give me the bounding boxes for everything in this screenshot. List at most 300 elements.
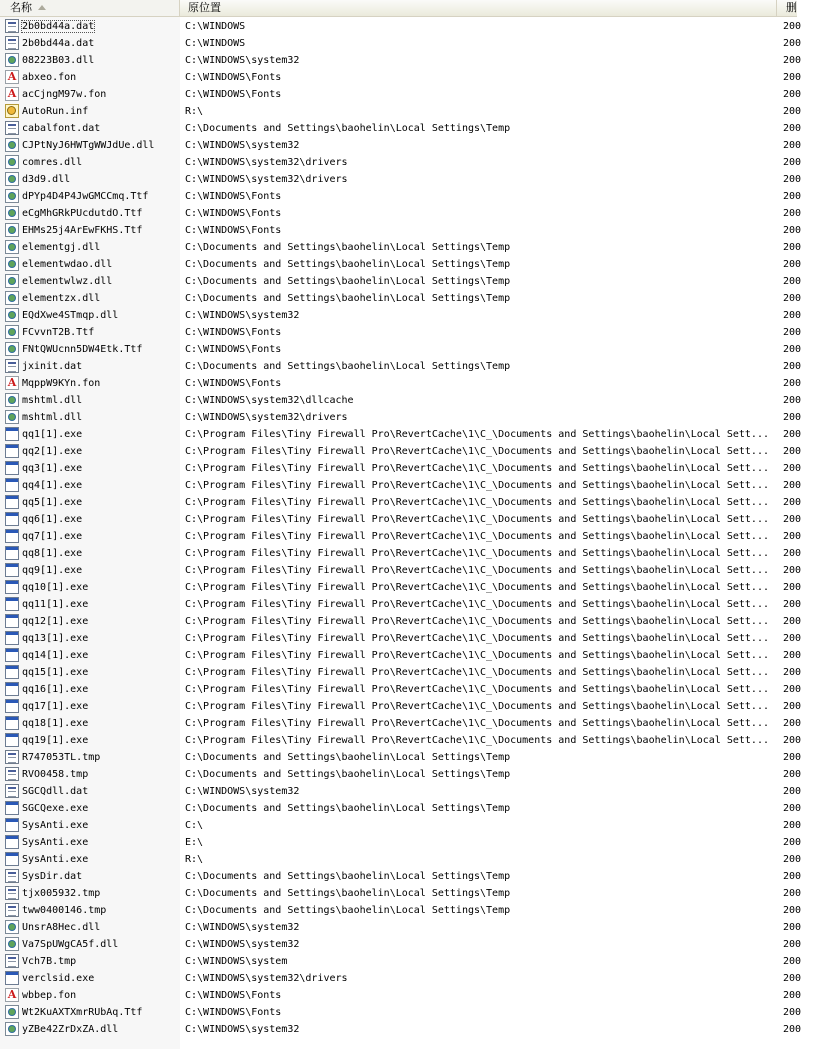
dll-file-icon	[5, 1005, 19, 1019]
original-location: C:\WINDOWS\Fonts	[185, 378, 282, 389]
original-location: C:\WINDOWS\system32	[185, 140, 300, 151]
file-name	[22, 511, 178, 528]
application-window-icon	[5, 597, 19, 611]
file-name	[22, 256, 178, 273]
original-location: C:\Documents and Settings\baohelin\Local Settings\Temp	[185, 276, 511, 287]
original-location: C:\Documents and Settings\baohelin\Local Settings\Temp	[185, 361, 511, 372]
table-row[interactable]	[0, 103, 802, 120]
file-name-text: qq9[1].exe	[22, 565, 83, 576]
date-deleted: 200	[783, 1024, 802, 1035]
original-location: C:\Documents and Settings\baohelin\Local Settings\Temp	[185, 871, 511, 882]
table-row[interactable]	[0, 86, 802, 103]
table-row[interactable]	[0, 222, 802, 239]
file-name-text: SysAnti.exe	[22, 820, 89, 831]
table-row[interactable]	[0, 443, 802, 460]
file-name-text: jxinit.dat	[22, 361, 83, 372]
original-location: C:\Documents and Settings\baohelin\Local Settings\Temp	[185, 293, 511, 304]
file-name	[22, 154, 178, 171]
table-row[interactable]	[0, 902, 802, 919]
original-location: C:\WINDOWS	[185, 21, 246, 32]
table-row[interactable]	[0, 35, 802, 52]
file-name-text: qq3[1].exe	[22, 463, 83, 474]
file-name-text: 2b0bd44a.dat	[22, 38, 95, 49]
file-name	[22, 494, 178, 511]
date-deleted: 200	[783, 310, 802, 321]
file-name	[22, 239, 178, 256]
original-location: C:\Program Files\Tiny Firewall Pro\RevertCache\1\C_\Documents and Settings\baohelin\Local Sett...	[185, 701, 769, 712]
font-file-icon	[5, 988, 19, 1002]
table-row[interactable]	[0, 987, 802, 1004]
data-file-icon	[5, 886, 19, 900]
file-name-text: tww0400146.tmp	[22, 905, 107, 916]
table-row[interactable]	[0, 477, 802, 494]
file-list	[0, 18, 802, 1038]
original-location: C:\Program Files\Tiny Firewall Pro\RevertCache\1\C_\Documents and Settings\baohelin\Local Sett...	[185, 633, 769, 644]
date-deleted: 200	[783, 956, 802, 967]
table-row[interactable]	[0, 868, 802, 885]
file-name	[22, 732, 178, 749]
original-location: C:\Program Files\Tiny Firewall Pro\RevertCache\1\C_\Documents and Settings\baohelin\Local Sett...	[185, 429, 769, 440]
file-name	[22, 341, 178, 358]
table-row[interactable]	[0, 273, 802, 290]
original-location: C:\Program Files\Tiny Firewall Pro\RevertCache\1\C_\Documents and Settings\baohelin\Local Sett...	[185, 684, 769, 695]
date-deleted: 200	[783, 973, 802, 984]
original-location: C:\WINDOWS\Fonts	[185, 990, 282, 1001]
date-deleted: 200	[783, 446, 802, 457]
original-location: C:\Program Files\Tiny Firewall Pro\RevertCache\1\C_\Documents and Settings\baohelin\Local Sett...	[185, 531, 769, 542]
original-location: C:\Program Files\Tiny Firewall Pro\RevertCache\1\C_\Documents and Settings\baohelin\Local Sett...	[185, 565, 769, 576]
table-row[interactable]	[0, 664, 802, 681]
table-row[interactable]	[0, 732, 802, 749]
original-location: C:\Documents and Settings\baohelin\Local Settings\Temp	[185, 803, 511, 814]
table-row[interactable]	[0, 18, 802, 35]
original-location: C:\	[185, 820, 204, 831]
application-window-icon	[5, 648, 19, 662]
original-location: C:\Program Files\Tiny Firewall Pro\RevertCache\1\C_\Documents and Settings\baohelin\Local Sett...	[185, 735, 769, 746]
table-row[interactable]	[0, 545, 802, 562]
file-name	[22, 715, 178, 732]
file-name	[22, 953, 178, 970]
table-row[interactable]	[0, 426, 802, 443]
original-location: C:\Documents and Settings\baohelin\Local Settings\Temp	[185, 769, 511, 780]
application-window-icon	[5, 461, 19, 475]
file-name-text: qq2[1].exe	[22, 446, 83, 457]
file-name-text: EQdXwe4STmqp.dll	[22, 310, 119, 321]
date-deleted: 200	[783, 157, 802, 168]
date-deleted: 200	[783, 21, 802, 32]
file-name	[22, 545, 178, 562]
file-name	[22, 902, 178, 919]
file-name	[22, 205, 178, 222]
table-row[interactable]	[0, 630, 802, 647]
file-name-text: AutoRun.inf	[22, 106, 89, 117]
file-name-text: 2b0bd44a.dat	[22, 21, 95, 32]
date-deleted: 200	[783, 616, 802, 627]
date-deleted: 200	[783, 106, 802, 117]
file-name	[22, 630, 178, 647]
file-name-text: Vch7B.tmp	[22, 956, 77, 967]
file-name	[22, 970, 178, 987]
date-deleted: 200	[783, 582, 802, 593]
table-row[interactable]	[0, 494, 802, 511]
dll-file-icon	[5, 240, 19, 254]
application-window-icon	[5, 852, 19, 866]
dll-file-icon	[5, 291, 19, 305]
original-location: C:\WINDOWS\system32\drivers	[185, 157, 348, 168]
file-name	[22, 290, 178, 307]
file-name-text: qq17[1].exe	[22, 701, 89, 712]
file-name-text: mshtml.dll	[22, 395, 83, 406]
table-row[interactable]	[0, 647, 802, 664]
date-deleted: 200	[783, 1007, 802, 1018]
date-deleted: 200	[783, 939, 802, 950]
file-name	[22, 647, 178, 664]
original-location: C:\WINDOWS\Fonts	[185, 89, 282, 100]
file-name	[22, 681, 178, 698]
table-row[interactable]	[0, 766, 802, 783]
date-deleted: 200	[783, 412, 802, 423]
date-deleted: 200	[783, 72, 802, 83]
data-file-icon	[5, 750, 19, 764]
table-row[interactable]	[0, 239, 802, 256]
file-name-text: qq7[1].exe	[22, 531, 83, 542]
file-name-text: R747053TL.tmp	[22, 752, 101, 763]
file-name	[22, 443, 178, 460]
file-name-text: cabalfont.dat	[22, 123, 101, 134]
original-location: E:\	[185, 837, 204, 848]
table-row[interactable]	[0, 596, 802, 613]
file-name-text: qq4[1].exe	[22, 480, 83, 491]
column-header-original-location-label: 原位置	[188, 1, 221, 14]
table-row[interactable]	[0, 885, 802, 902]
file-name-text: SysDir.dat	[22, 871, 83, 882]
file-name-text: CJPtNyJ6HWTgWWJdUe.dll	[22, 140, 155, 151]
original-location: C:\WINDOWS\system32	[185, 922, 300, 933]
original-location: C:\WINDOWS\Fonts	[185, 1007, 282, 1018]
date-deleted: 200	[783, 276, 802, 287]
file-name-text: MqppW9KYn.fon	[22, 378, 101, 389]
date-deleted: 200	[783, 990, 802, 1001]
column-header-name-label: 名称	[10, 1, 32, 14]
table-row[interactable]	[0, 528, 802, 545]
date-deleted: 200	[783, 514, 802, 525]
file-name-text: elementwdao.dll	[22, 259, 113, 270]
date-deleted: 200	[783, 191, 802, 202]
file-name-text: elementwlwz.dll	[22, 276, 113, 287]
date-deleted: 200	[783, 565, 802, 576]
dll-file-icon	[5, 274, 19, 288]
file-name-text: FCvvnT2B.Ttf	[22, 327, 95, 338]
file-name-text: SysAnti.exe	[22, 854, 89, 865]
date-deleted: 200	[783, 344, 802, 355]
table-row[interactable]	[0, 154, 802, 171]
application-window-icon	[5, 614, 19, 628]
original-location: C:\WINDOWS\system32\drivers	[185, 412, 348, 423]
file-name	[22, 936, 178, 953]
file-name	[22, 1021, 178, 1038]
table-row[interactable]	[0, 256, 802, 273]
table-row[interactable]	[0, 52, 802, 69]
table-row[interactable]	[0, 171, 802, 188]
date-deleted: 200	[783, 208, 802, 219]
application-window-icon	[5, 529, 19, 543]
data-file-icon	[5, 36, 19, 50]
file-name-text: qq12[1].exe	[22, 616, 89, 627]
table-row[interactable]	[0, 137, 802, 154]
file-name-text: qq13[1].exe	[22, 633, 89, 644]
table-row[interactable]	[0, 1004, 802, 1021]
date-deleted: 200	[783, 769, 802, 780]
application-window-icon	[5, 665, 19, 679]
data-file-icon	[5, 903, 19, 917]
table-row[interactable]	[0, 953, 802, 970]
dll-file-icon	[5, 223, 19, 237]
original-location: C:\Documents and Settings\baohelin\Local Settings\Temp	[185, 752, 511, 763]
file-name-text: qq16[1].exe	[22, 684, 89, 695]
dll-file-icon	[5, 138, 19, 152]
date-deleted: 200	[783, 293, 802, 304]
date-deleted: 200	[783, 242, 802, 253]
file-name-text: wbbep.fon	[22, 990, 77, 1001]
date-deleted: 200	[783, 497, 802, 508]
table-row[interactable]	[0, 375, 802, 392]
dll-file-icon	[5, 257, 19, 271]
data-file-icon	[5, 767, 19, 781]
file-name	[22, 800, 178, 817]
dll-file-icon	[5, 308, 19, 322]
table-row[interactable]	[0, 205, 802, 222]
file-name-text: yZBe42ZrDxZA.dll	[22, 1024, 119, 1035]
original-location: C:\WINDOWS\Fonts	[185, 327, 282, 338]
application-window-icon	[5, 699, 19, 713]
file-name-text: qq11[1].exe	[22, 599, 89, 610]
table-row[interactable]	[0, 460, 802, 477]
file-name-text: Va7SpUWgCA5f.dll	[22, 939, 119, 950]
original-location: C:\WINDOWS\Fonts	[185, 225, 282, 236]
date-deleted: 200	[783, 820, 802, 831]
original-location: C:\Program Files\Tiny Firewall Pro\RevertCache\1\C_\Documents and Settings\baohelin\Local Sett...	[185, 582, 769, 593]
table-row[interactable]	[0, 188, 802, 205]
file-name-text: acCjngM97w.fon	[22, 89, 107, 100]
file-name-text: FNtQWUcnn5DW4Etk.Ttf	[22, 344, 143, 355]
dll-file-icon	[5, 410, 19, 424]
column-header-date-deleted[interactable]	[777, 0, 817, 16]
date-deleted: 200	[783, 548, 802, 559]
data-file-icon	[5, 19, 19, 33]
date-deleted: 200	[783, 650, 802, 661]
table-row[interactable]	[0, 936, 802, 953]
table-row[interactable]	[0, 392, 802, 409]
file-name	[22, 358, 178, 375]
original-location: C:\Program Files\Tiny Firewall Pro\RevertCache\1\C_\Documents and Settings\baohelin\Local Sett...	[185, 616, 769, 627]
dll-file-icon	[5, 206, 19, 220]
column-header-date-deleted-label: 删	[786, 1, 797, 14]
dll-file-icon	[5, 53, 19, 67]
file-name	[22, 817, 178, 834]
table-row[interactable]	[0, 324, 802, 341]
date-deleted: 200	[783, 854, 802, 865]
table-row[interactable]	[0, 120, 802, 137]
file-name	[22, 137, 178, 154]
file-name	[22, 834, 178, 851]
original-location: C:\Documents and Settings\baohelin\Local Settings\Temp	[185, 242, 511, 253]
file-name	[22, 69, 178, 86]
file-name-text: qq5[1].exe	[22, 497, 83, 508]
date-deleted: 200	[783, 752, 802, 763]
original-location: C:\WINDOWS\system32	[185, 1024, 300, 1035]
original-location: C:\WINDOWS\system32	[185, 939, 300, 950]
table-row[interactable]	[0, 1021, 802, 1038]
table-row[interactable]	[0, 290, 802, 307]
table-row[interactable]	[0, 511, 802, 528]
original-location: C:\WINDOWS\system32\dllcache	[185, 395, 354, 406]
file-name	[22, 103, 178, 120]
file-name	[22, 222, 178, 239]
original-location: C:\Documents and Settings\baohelin\Local Settings\Temp	[185, 259, 511, 270]
file-name-text: SGCQdll.dat	[22, 786, 89, 797]
date-deleted: 200	[783, 378, 802, 389]
table-row[interactable]	[0, 715, 802, 732]
column-header-bar	[0, 0, 797, 17]
application-window-icon	[5, 495, 19, 509]
table-row[interactable]	[0, 341, 802, 358]
date-deleted: 200	[783, 888, 802, 899]
file-name-text: 08223B03.dll	[22, 55, 95, 66]
table-row[interactable]	[0, 681, 802, 698]
dll-file-icon	[5, 155, 19, 169]
file-name-text: qq14[1].exe	[22, 650, 89, 661]
table-row[interactable]	[0, 970, 802, 987]
file-name-text: qq15[1].exe	[22, 667, 89, 678]
file-name	[22, 885, 178, 902]
dll-file-icon	[5, 1022, 19, 1036]
original-location: C:\Program Files\Tiny Firewall Pro\RevertCache\1\C_\Documents and Settings\baohelin\Local Sett...	[185, 446, 769, 457]
dll-file-icon	[5, 325, 19, 339]
file-name-text: EHMs25j4ArEwFKHS.Ttf	[22, 225, 143, 236]
original-location: C:\Documents and Settings\baohelin\Local Settings\Temp	[185, 888, 511, 899]
table-row[interactable]	[0, 834, 802, 851]
date-deleted: 200	[783, 38, 802, 49]
date-deleted: 200	[783, 735, 802, 746]
file-name-text: verclsid.exe	[22, 973, 95, 984]
file-name	[22, 52, 178, 69]
date-deleted: 200	[783, 140, 802, 151]
table-row[interactable]	[0, 851, 802, 868]
date-deleted: 200	[783, 55, 802, 66]
font-file-icon	[5, 87, 19, 101]
date-deleted: 200	[783, 463, 802, 474]
application-window-icon	[5, 801, 19, 815]
file-name	[22, 375, 178, 392]
date-deleted: 200	[783, 480, 802, 491]
table-row[interactable]	[0, 409, 802, 426]
table-row[interactable]	[0, 749, 802, 766]
original-location: C:\WINDOWS\system	[185, 956, 288, 967]
application-window-icon	[5, 682, 19, 696]
application-window-icon	[5, 818, 19, 832]
file-name	[22, 919, 178, 936]
original-location: C:\WINDOWS\system32\drivers	[185, 973, 348, 984]
original-location: C:\WINDOWS\Fonts	[185, 344, 282, 355]
file-name	[22, 273, 178, 290]
file-name	[22, 188, 178, 205]
application-window-icon	[5, 444, 19, 458]
date-deleted: 200	[783, 174, 802, 185]
table-row[interactable]	[0, 698, 802, 715]
original-location: C:\WINDOWS\system32	[185, 786, 300, 797]
file-name-text: qq6[1].exe	[22, 514, 83, 525]
file-name-text: tjx005932.tmp	[22, 888, 101, 899]
date-deleted: 200	[783, 684, 802, 695]
data-file-icon	[5, 121, 19, 135]
file-name-text: mshtml.dll	[22, 412, 83, 423]
date-deleted: 200	[783, 837, 802, 848]
file-name-text: d3d9.dll	[22, 174, 71, 185]
file-name	[22, 987, 178, 1004]
file-name	[22, 307, 178, 324]
date-deleted: 200	[783, 718, 802, 729]
date-deleted: 200	[783, 786, 802, 797]
file-name	[22, 698, 178, 715]
table-row[interactable]	[0, 919, 802, 936]
table-row[interactable]	[0, 358, 802, 375]
date-deleted: 200	[783, 871, 802, 882]
dll-file-icon	[5, 189, 19, 203]
file-name	[22, 596, 178, 613]
file-name	[22, 664, 178, 681]
file-name	[22, 562, 178, 579]
original-location: C:\WINDOWS\system32	[185, 55, 300, 66]
application-window-icon	[5, 835, 19, 849]
table-row[interactable]	[0, 783, 802, 800]
column-header-original-location[interactable]	[180, 0, 777, 16]
column-header-name[interactable]	[0, 0, 180, 16]
file-name-text: qq19[1].exe	[22, 735, 89, 746]
table-row[interactable]	[0, 800, 802, 817]
file-name	[22, 749, 178, 766]
table-row[interactable]	[0, 817, 802, 834]
data-file-icon	[5, 784, 19, 798]
application-window-icon	[5, 546, 19, 560]
date-deleted: 200	[783, 361, 802, 372]
date-deleted: 200	[783, 531, 802, 542]
application-window-icon	[5, 563, 19, 577]
date-deleted: 200	[783, 429, 802, 440]
file-name-text: UnsrA8Hec.dll	[22, 922, 101, 933]
file-name	[22, 392, 178, 409]
original-location: C:\Program Files\Tiny Firewall Pro\RevertCache\1\C_\Documents and Settings\baohelin\Local Sett...	[185, 480, 769, 491]
file-name-text: eCgMhGRkPUcdutdO.Ttf	[22, 208, 143, 219]
original-location: C:\Documents and Settings\baohelin\Local Settings\Temp	[185, 905, 511, 916]
file-name	[22, 528, 178, 545]
table-row[interactable]	[0, 613, 802, 630]
table-row[interactable]	[0, 579, 802, 596]
table-row[interactable]	[0, 69, 802, 86]
file-name-text: RVO0458.tmp	[22, 769, 89, 780]
setup-info-icon	[5, 104, 19, 118]
original-location: C:\Program Files\Tiny Firewall Pro\RevertCache\1\C_\Documents and Settings\baohelin\Local Sett...	[185, 497, 769, 508]
table-row[interactable]	[0, 562, 802, 579]
file-name	[22, 477, 178, 494]
date-deleted: 200	[783, 259, 802, 270]
original-location: C:\Program Files\Tiny Firewall Pro\RevertCache\1\C_\Documents and Settings\baohelin\Local Sett...	[185, 650, 769, 661]
file-name	[22, 783, 178, 800]
data-file-icon	[5, 359, 19, 373]
file-name-text: qq18[1].exe	[22, 718, 89, 729]
original-location: C:\Program Files\Tiny Firewall Pro\RevertCache\1\C_\Documents and Settings\baohelin\Local Sett...	[185, 718, 769, 729]
table-row[interactable]	[0, 307, 802, 324]
date-deleted: 200	[783, 633, 802, 644]
